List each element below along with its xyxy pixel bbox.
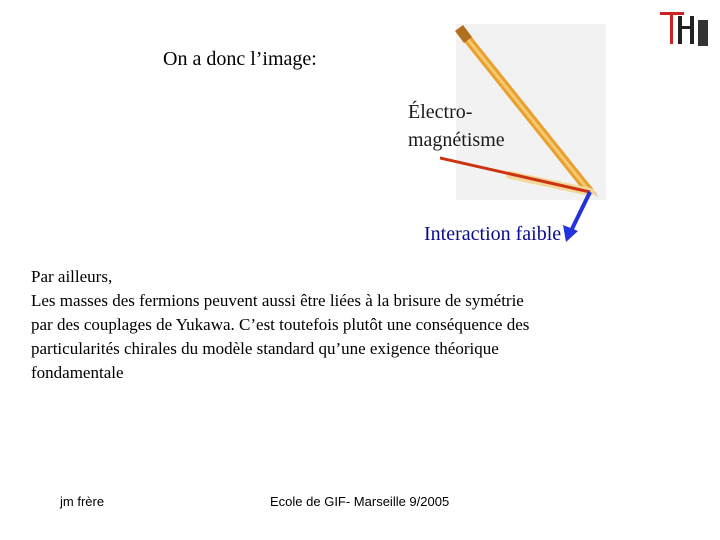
body-line: particularités chirales du modèle standard qu’une exigence théorique <box>31 339 499 358</box>
body-line: Par ailleurs, <box>31 267 113 286</box>
pencil-eraser-end <box>459 28 468 40</box>
body-line: fondamentale <box>31 363 124 382</box>
electromagnetism-label-line1: Électro- <box>408 101 473 123</box>
institution-logo-icon <box>660 10 710 48</box>
footer-author: jm frère <box>60 494 105 509</box>
weak-interaction-label: Interaction faible <box>424 223 562 245</box>
electromagnetism-label-line2: magnétisme <box>408 129 505 151</box>
footer-event: Ecole de GIF- Marseille 9/2005 <box>270 494 450 509</box>
weak-arrow <box>563 192 590 242</box>
electromagnetism-label <box>408 98 505 154</box>
body-line: par des couplages de Yukawa. C’est toutefois plutôt une conséquence des <box>31 315 530 334</box>
body-line: Les masses des fermions peuvent aussi être liées à la brisure de symétrie <box>31 291 524 310</box>
slide-heading: On a donc l’image: <box>163 48 317 70</box>
body-paragraph <box>31 265 651 385</box>
